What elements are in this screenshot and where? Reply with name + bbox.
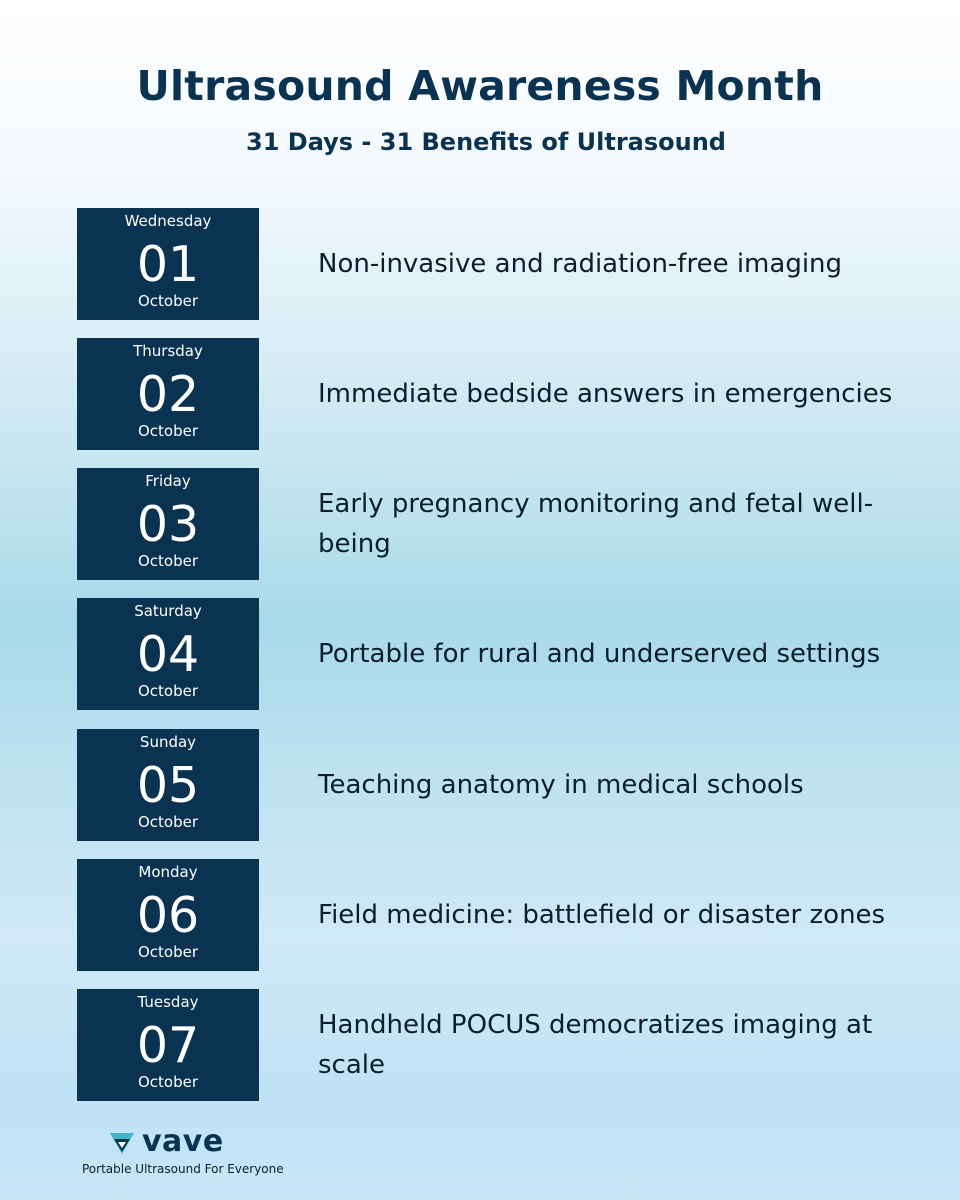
weekday-label: Friday bbox=[145, 472, 191, 490]
day-number: 01 bbox=[136, 236, 200, 293]
weekday-label: Sunday bbox=[139, 733, 197, 751]
day-row bbox=[77, 338, 897, 450]
day-number: 07 bbox=[136, 1017, 200, 1074]
logo-wordmark: vave bbox=[142, 1124, 224, 1159]
day-row bbox=[77, 989, 897, 1101]
calendar-tile bbox=[77, 598, 259, 710]
benefit-text: Immediate bedside answers in emergencies bbox=[318, 379, 893, 409]
calendar-tile bbox=[77, 989, 259, 1101]
weekday-label: Wednesday bbox=[124, 212, 212, 230]
month-label: October bbox=[137, 552, 199, 570]
benefit-text: Teaching anatomy in medical schools bbox=[318, 770, 804, 800]
day-row bbox=[77, 208, 897, 320]
month-label: October bbox=[137, 943, 199, 961]
month-label: October bbox=[137, 1073, 199, 1091]
day-row bbox=[77, 468, 897, 580]
page-title: Ultrasound Awareness Month bbox=[136, 62, 824, 110]
calendar-tile bbox=[77, 859, 259, 971]
benefit-text: Early pregnancy monitoring and fetal well-being bbox=[318, 489, 874, 559]
day-number: 03 bbox=[136, 496, 200, 553]
calendar-tile bbox=[77, 338, 259, 450]
day-row bbox=[77, 729, 897, 841]
weekday-label: Saturday bbox=[134, 602, 202, 620]
calendar-tile bbox=[77, 208, 259, 320]
benefit-text: Field medicine: battlefield or disaster zones bbox=[318, 900, 886, 930]
calendar-tile bbox=[77, 468, 259, 580]
month-label: October bbox=[137, 422, 199, 440]
benefit-text: Handheld POCUS democratizes imaging at scale bbox=[318, 1010, 873, 1080]
month-label: October bbox=[137, 682, 199, 700]
day-row bbox=[77, 859, 897, 971]
weekday-label: Tuesday bbox=[137, 993, 199, 1011]
tagline: Portable Ultrasound For Everyone bbox=[82, 1162, 284, 1176]
vave-logo bbox=[108, 1124, 238, 1159]
weekday-label: Monday bbox=[138, 863, 198, 881]
month-label: October bbox=[137, 292, 199, 310]
month-label: October bbox=[137, 813, 199, 831]
day-number: 04 bbox=[136, 626, 200, 683]
day-row bbox=[77, 598, 897, 710]
day-number: 05 bbox=[136, 757, 200, 814]
day-number: 02 bbox=[136, 366, 200, 423]
benefit-text: Non-invasive and radiation-free imaging bbox=[318, 249, 843, 279]
benefit-text: Portable for rural and underserved settings bbox=[318, 639, 881, 669]
weekday-label: Thursday bbox=[133, 342, 203, 360]
calendar-tile bbox=[77, 729, 259, 841]
page-subtitle: 31 Days - 31 Benefits of Ultrasound bbox=[246, 128, 726, 156]
day-number: 06 bbox=[136, 887, 200, 944]
vave-shield-logo-icon bbox=[108, 1130, 136, 1156]
